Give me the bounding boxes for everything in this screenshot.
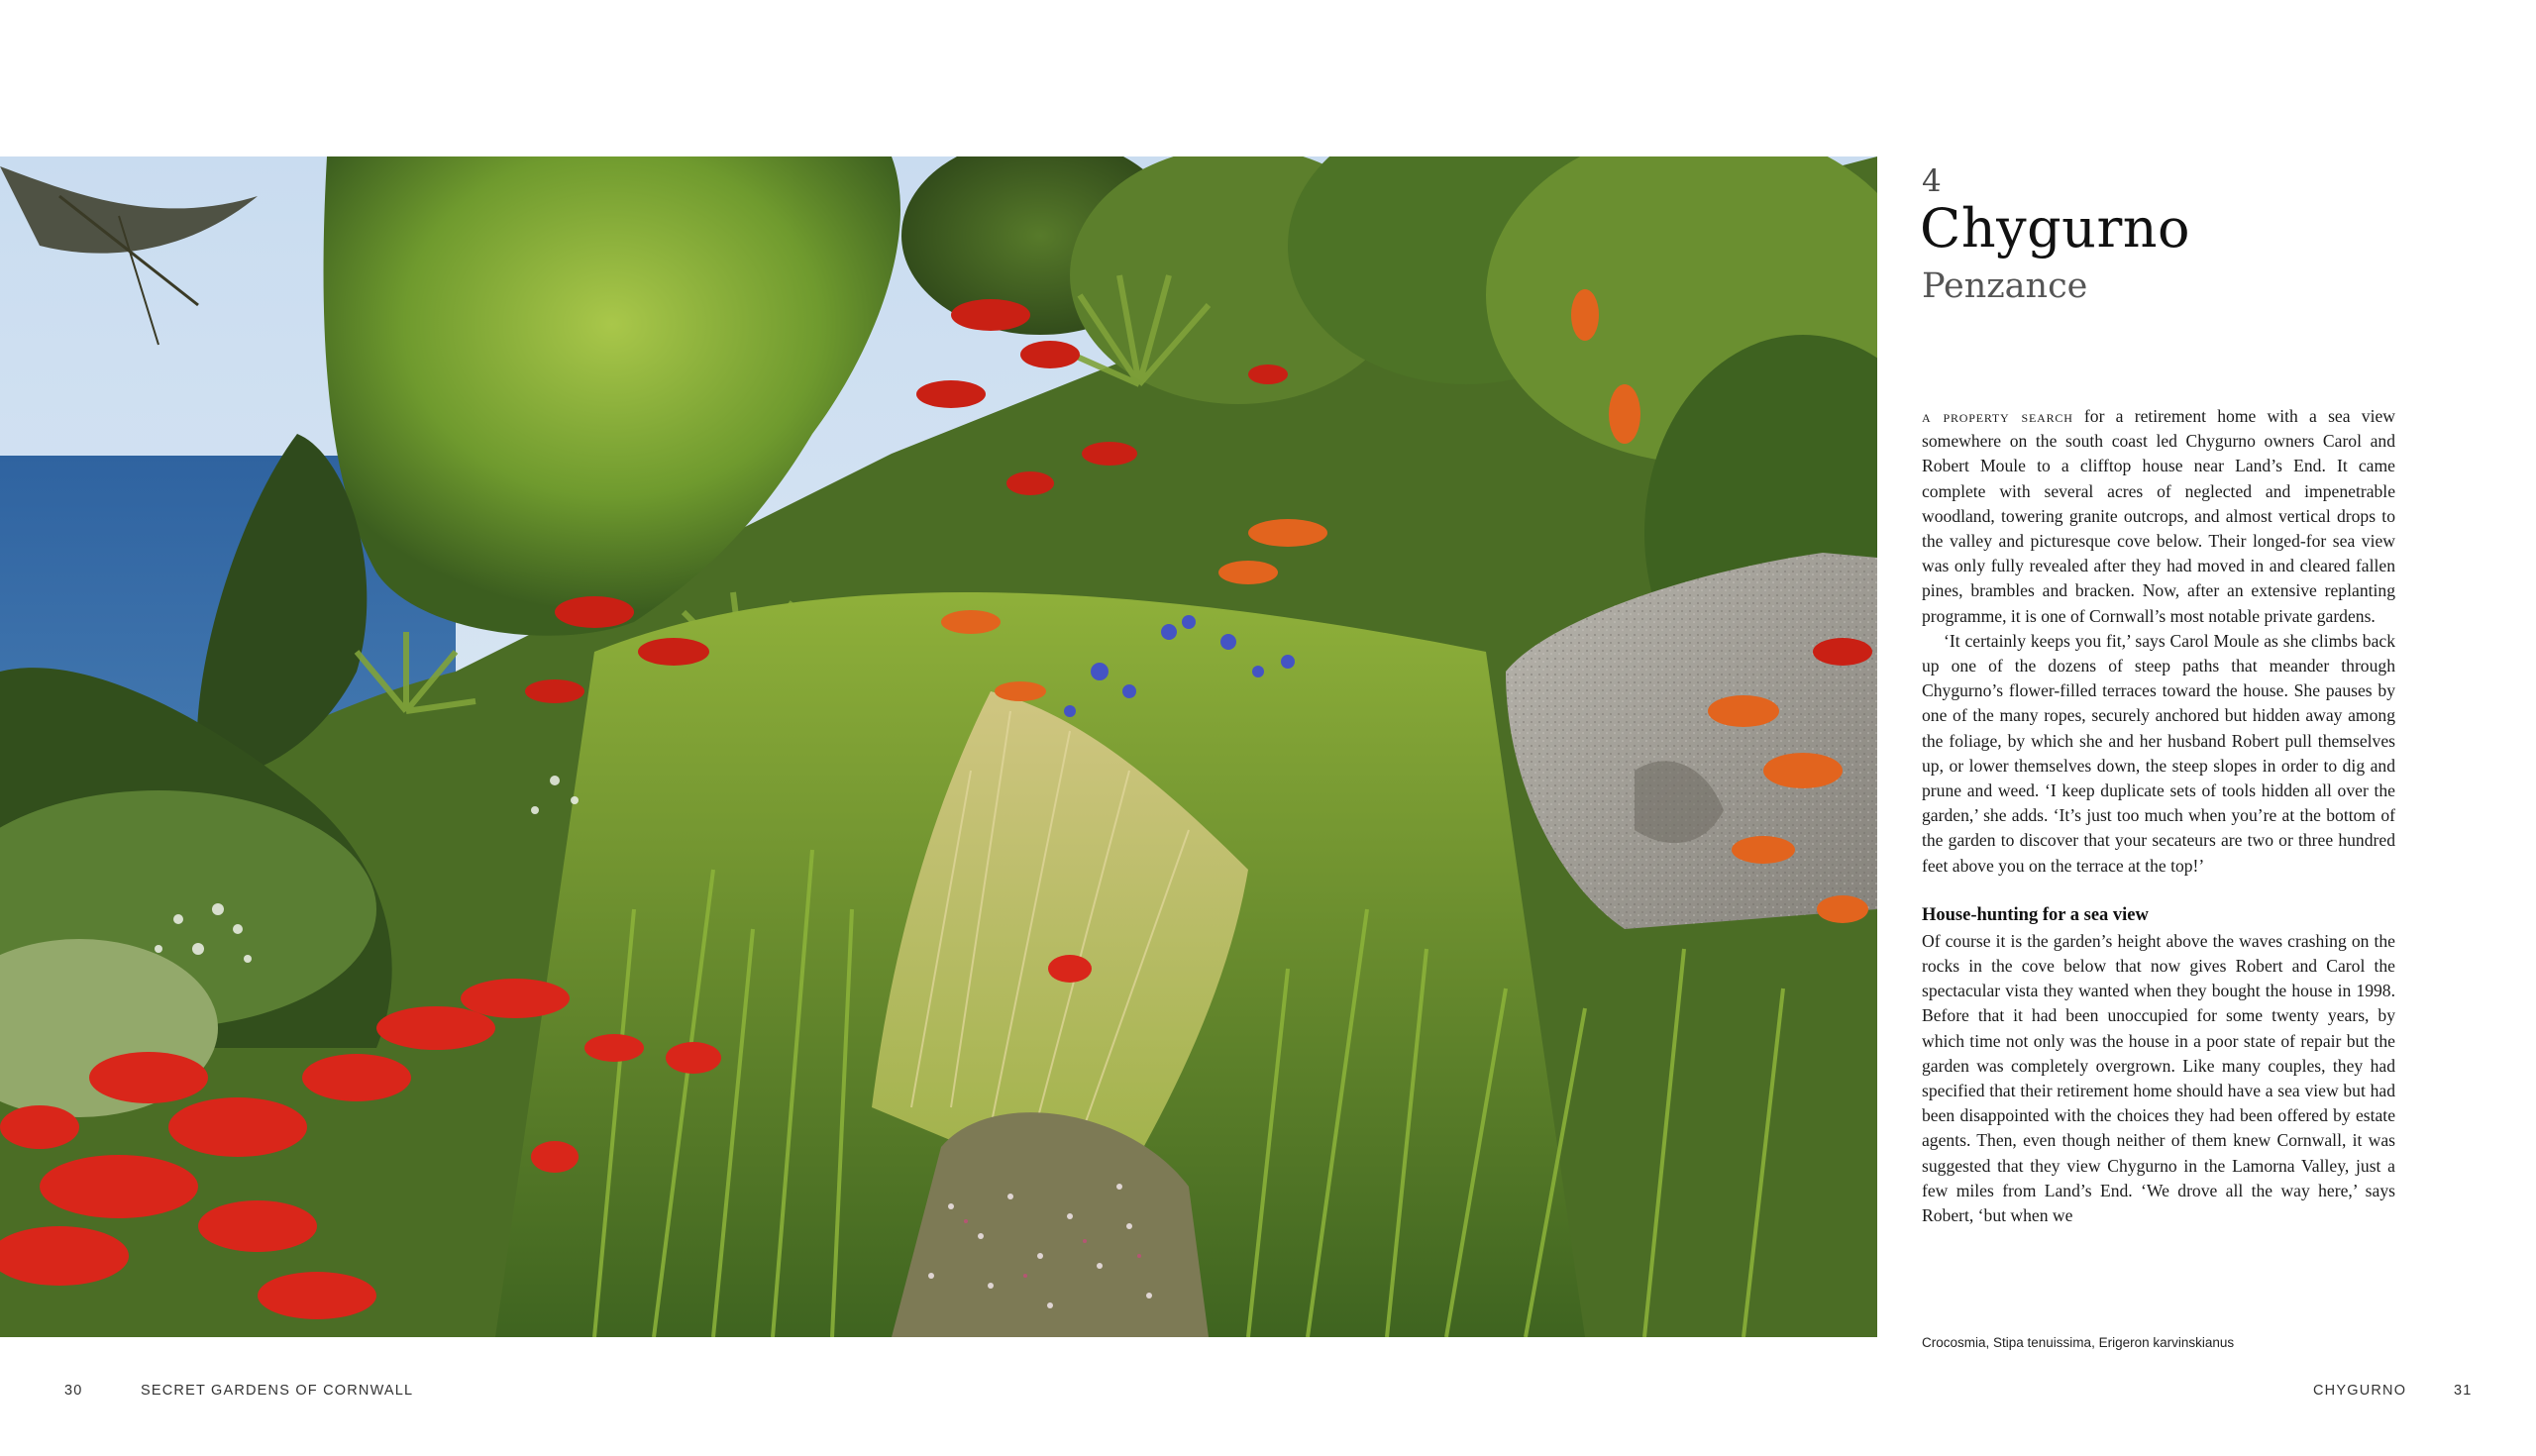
- paragraph-1: [1922, 404, 2395, 629]
- page-number-right: 31: [2454, 1383, 2473, 1399]
- paragraph-1-text: for a retirement home with a sea view somewhere on the south coast led Chygurno owners Carol and Robert Moule to a clifftop house near Land’s End. It came complete with several acres of neglected and impenetrable woodland, towering granite outcrops, and almost vertical drops to the valley and picturesque cove below. Their longed-for sea view was only fully revealed after they had moved in and cleared fallen pines, brambles and bracken. Now, after an extensive replanting programme, it is one of Cornwall’s most notable private gardens.: [1922, 406, 2395, 626]
- chapter-title: Chygurno: [1920, 197, 2191, 260]
- page-number-left: 30: [64, 1383, 83, 1399]
- paragraph-3: Of course it is the garden’s height above the waves crashing on the rocks in the cove below that now gives Robert and Carol the spectacular vista they wanted when they bought the house in 1998. Before that it had been unoccupied for some twenty years, by which time not only was the house in a poor state of repair but the garden was completely overgrown. Like many couples, they had specified that their retirement home should have a sea view but had been disappointed with the choices they had been offered by estate agents. Then, even though neither of them knew Cornwall, it was suggested that they view Chygurno in the Lamorna Valley, just a few miles from Land’s End. ‘We drove all the way here,’ says Robert, ‘but when we: [1922, 930, 2395, 1226]
- paragraph-2: ‘It certainly keeps you fit,’ says Carol Moule as she climbs back up one of the dozens of steep paths that meander through Chygurno’s flower-filled terraces toward the house. She pauses by one of the many ropes, securely anchored but hidden away among the foliage, by which she and her husband Robert pull themselves up, or lower themselves down, the steep slopes in order to dig and prune and weed. ‘I keep duplicate sets of tools hidden all over the garden,’ she adds. ‘It’s just too much when you’re at the bottom of the garden to discover that your secateurs are two or three hundred feet above you on the terrace at the top!’: [1922, 630, 2395, 876]
- garden-photo-illustration: [0, 156, 1877, 1337]
- lead-in-smallcaps: a property search: [1922, 406, 2073, 426]
- photo-caption: Crocosmia, Stipa tenuissima, Erigeron karvinskianus: [1922, 1335, 2235, 1350]
- chapter-number: 4: [1922, 163, 1942, 199]
- body-text: [1922, 404, 2395, 1228]
- garden-photo: [0, 156, 1877, 1337]
- running-head-left: SECRET GARDENS OF CORNWALL: [141, 1383, 414, 1399]
- chapter-location: Penzance: [1922, 266, 2088, 306]
- running-head-right: CHYGURNO: [2313, 1383, 2407, 1399]
- section-subheading: House-hunting for a sea view: [1922, 904, 2149, 925]
